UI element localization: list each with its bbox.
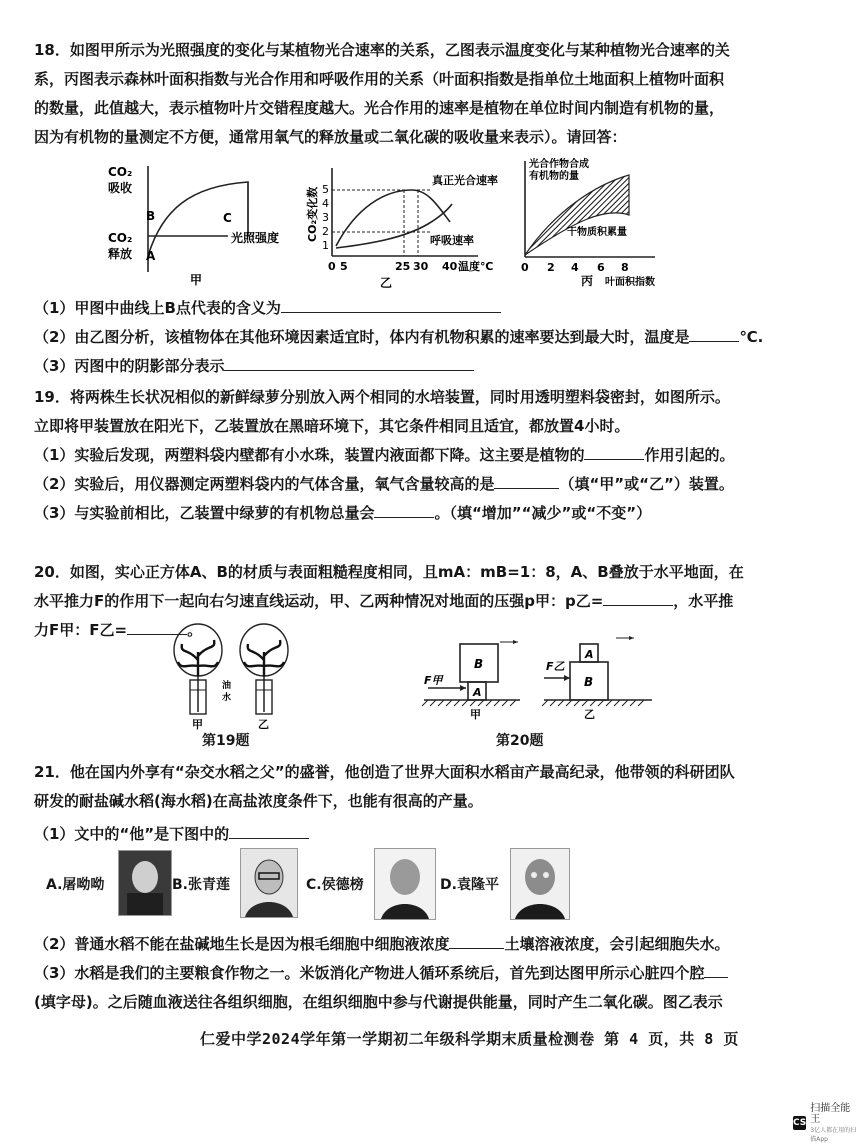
q21-answer1-blank[interactable]	[229, 822, 309, 839]
q18-sub3	[34, 352, 834, 381]
yi-y5: 5	[322, 183, 329, 196]
q18-answer2-blank[interactable]	[689, 325, 739, 342]
fig20-yi-block-b: B	[584, 675, 594, 689]
q19-sub2	[34, 470, 834, 499]
blocks-jia	[422, 640, 520, 706]
scanner-badge	[793, 1103, 860, 1143]
jia-co2-bot: CO₂	[108, 231, 133, 245]
yi-x25: 25	[395, 260, 411, 273]
q19-answer3-blank[interactable]	[374, 501, 434, 518]
q19-sub3	[34, 499, 834, 528]
option-d-label[interactable]: D.袁隆平	[440, 877, 499, 893]
q18-line-1: 18．如图甲所示为光照强度的变化与某植物光合速率的关系，乙图表示温度变化与某种植物光合速率的关	[34, 41, 730, 59]
q19	[34, 383, 834, 528]
q18-subquestions	[34, 294, 834, 381]
bing-label1a: 光合作物合成	[529, 159, 589, 170]
figure-19	[160, 620, 320, 732]
yi-xlabel: 温度℃	[458, 260, 494, 273]
option-b-label[interactable]: B.张青莲	[172, 877, 230, 893]
q20-answer1-blank[interactable]	[603, 589, 673, 606]
jia-point-a: A	[146, 249, 156, 263]
fig20-jia-block-a: A	[473, 686, 482, 699]
q19-sub3-text: （3）与实验前相比，乙装置中绿萝的有机物总量会	[34, 504, 375, 522]
q21-sub1	[34, 820, 834, 849]
bing-x0: 0	[521, 261, 529, 274]
portrait-a-figure	[119, 851, 171, 915]
q18-answer1-blank[interactable]	[281, 296, 501, 313]
portrait-b-image	[240, 848, 298, 918]
portrait-b-figure	[241, 849, 297, 917]
yi-y3: 3	[322, 211, 329, 224]
jia-co2-top: CO₂	[108, 165, 133, 179]
q21-answer3-blank[interactable]	[704, 961, 728, 978]
q21-line-2: 研发的耐盐碱水稻(海水稻)在高盐浓度条件下，也能有很高的产量。	[34, 792, 483, 810]
bing-x2: 2	[547, 261, 555, 274]
q20-line-1: 20．如图，实心正方体A、B的材质与表面粗糙程度相同，且mA：mB=1：8，A、B叠放于水平地面，在	[34, 563, 744, 581]
q21-line-1: 21．他在国内外享有“杂交水稻之父”的盛誉，他创造了世界大面积水稻亩产最高纪录，他带领的科研团队	[34, 763, 735, 781]
yi-y4: 4	[322, 197, 329, 210]
bing-label1b: 有机物的量	[529, 171, 579, 182]
q18-sub1	[34, 294, 834, 323]
q19-sub1	[34, 441, 834, 470]
portrait-d-image	[510, 848, 570, 920]
figure-yi	[300, 160, 505, 292]
q21-sub3-text: （3）水稻是我们的主要粮食作物之一。米饭消化产物进人循环系统后，首先到达图甲所示心脏四个腔	[34, 964, 705, 982]
q18-stem	[34, 36, 834, 152]
q18-line-3: 的数量，此值越大，表示植物叶片交错程度越大。光合作用的速率是植物在单位时间内制造有机物的量，	[34, 99, 725, 117]
jia-xlabel: 光照强度	[231, 231, 280, 245]
yi-x5: 5	[340, 260, 348, 273]
q20-line-2	[34, 587, 834, 616]
jia-point-b: B	[146, 209, 156, 223]
page-footer: 仁爱中学2024学年第一学期初二年级科学期末质量检测卷 第 4 页，共 8 页	[200, 1030, 739, 1048]
q21-sub3-cont: (填字母)。之后随血液送往各组织细胞，在组织细胞中参与代谢提供能量，同时产生二氧化碳。图乙表示	[34, 993, 723, 1011]
q18-sub2-text: （2）由乙图分析，该植物体在其他环境因素适宜时，体内有机物积累的速率要达到最大时，温度是	[34, 328, 690, 346]
q21-stem	[34, 758, 834, 849]
q20-line3-tail: 。	[187, 621, 203, 639]
yi-y1: 1	[322, 239, 329, 252]
portrait-a-image	[118, 850, 172, 916]
scanner-name: 扫描全能王	[810, 1103, 851, 1125]
fig19-left-label: 甲	[192, 718, 203, 731]
bing-shaded-area	[525, 175, 629, 255]
fig20-jia-block-b: B	[474, 657, 484, 671]
plant-setup-jia	[174, 624, 222, 714]
yi-curve2-label: 呼吸速率	[430, 234, 474, 247]
option-c-label[interactable]: C.侯德榜	[306, 877, 364, 893]
q20-line3-text: 力F甲：F乙=	[34, 621, 128, 639]
q18-sub1-text: （1）甲图中曲线上B点代表的含义为	[34, 299, 281, 317]
fig19-right-label: 乙	[258, 718, 269, 731]
q18-line-2: 系，丙图表示森林叶面积指数与光合作用和呼吸作用的关系（叶面积指数是指单位土地面积上植物叶面积	[34, 70, 725, 88]
q19-sub2-tail: （填“甲”或“乙”）装置。	[559, 475, 734, 493]
bing-xlabel: 叶面积指数	[605, 277, 655, 288]
fig20-yi-block-a: A	[585, 648, 594, 661]
fig19-water-label: 水	[222, 693, 232, 703]
jia-absorb: 吸收	[108, 181, 133, 195]
bing-name: 丙	[581, 274, 594, 288]
jia-point-c: C	[223, 211, 232, 225]
yi-x0: 0	[328, 260, 336, 273]
scanner-sub: 3亿人都在用的扫描App	[810, 1127, 857, 1143]
q21-sub2-tail: 土壤溶液浓度，会引起细胞失水。	[504, 935, 730, 953]
q19-sub2-text: （2）实验后，用仪器测定两塑料袋内的气体含量，氧气含量较高的是	[34, 475, 495, 493]
fig20-left-label: 甲	[470, 708, 481, 721]
q20-line2-tail: ，水平推	[673, 592, 734, 610]
q18-answer3-blank[interactable]	[224, 354, 474, 371]
bing-x6: 6	[597, 261, 605, 274]
scanner-badge-text	[810, 1103, 860, 1143]
fig20-f-right: F乙	[546, 660, 565, 673]
yi-x30: 30	[413, 260, 429, 273]
q21-sub3	[34, 959, 834, 988]
yi-x40: 40	[442, 260, 458, 273]
yi-ylabel: CO₂变化数	[306, 186, 319, 242]
q20-line2-text: 水平推力F的作用下一起向右匀速直线运动，甲、乙两种情况对地面的压强p甲：p乙=	[34, 592, 604, 610]
bing-x4: 4	[571, 261, 579, 274]
portrait-d-figure	[511, 849, 569, 919]
fig19-caption: 第19题	[202, 733, 250, 749]
q21-sub1-text: （1）文中的“他”是下图中的	[34, 825, 230, 843]
camscanner-logo-icon: CS	[793, 1118, 807, 1128]
figure-jia	[100, 160, 290, 290]
q19-sub3-tail: 。（填“增加”“减少”或“不变”）	[434, 504, 652, 522]
plant-setup-yi	[240, 624, 288, 714]
q19-answer2-blank[interactable]	[494, 472, 559, 489]
fig20-caption: 第20题	[496, 733, 544, 749]
fig19-oil-label: 油	[222, 681, 232, 691]
q19-sub1-text: （1）实验后发现，两塑料袋内壁都有小水珠，装置内液面都下降。这主要是植物的	[34, 446, 585, 464]
q19-sub1-tail: 作用引起的。	[644, 446, 735, 464]
portrait-c-figure	[375, 849, 435, 919]
q19-line-2: 立即将甲装置放在阳光下，乙装置放在黑暗环境下，其它条件相同且适宜，都放置4小时。	[34, 417, 630, 435]
bing-label2: 干物质积累量	[567, 227, 627, 238]
jia-release: 释放	[108, 247, 133, 261]
q18-sub3-text: （3）丙图中的阴影部分表示	[34, 357, 225, 375]
q18-sub2-unit: ℃.	[739, 328, 764, 346]
option-a-label[interactable]: A.屠呦呦	[46, 877, 105, 893]
jia-name: 甲	[190, 273, 203, 287]
yi-curve1-label: 真正光合速率	[432, 174, 498, 187]
q21-answer2-blank[interactable]	[449, 932, 504, 949]
yi-y2: 2	[322, 225, 329, 238]
fig20-right-label: 乙	[584, 708, 595, 721]
figure-bing	[515, 155, 715, 290]
yi-name: 乙	[380, 276, 393, 290]
portrait-c-image	[374, 848, 436, 920]
bing-x8: 8	[621, 261, 629, 274]
q21-subquestions	[34, 930, 834, 1017]
q19-answer1-blank[interactable]	[584, 443, 644, 460]
q21-sub2	[34, 930, 834, 959]
q19-line-1: 19．将两株生长状况相似的新鲜绿萝分别放入两个相同的水培装置，同时用透明塑料袋密封，如图所示。	[34, 388, 730, 406]
q18-line-4: 因为有机物的量测定不方便，通常用氧气的释放量或二氧化碳的吸收量来表示）。请回答：	[34, 128, 627, 146]
figure-20	[420, 628, 670, 728]
q18-sub2	[34, 323, 834, 352]
q21-sub2-text: （2）普通水稻不能在盐碱地生长是因为根毛细胞中细胞液浓度	[34, 935, 450, 953]
fig20-f-left: F甲	[424, 674, 443, 687]
